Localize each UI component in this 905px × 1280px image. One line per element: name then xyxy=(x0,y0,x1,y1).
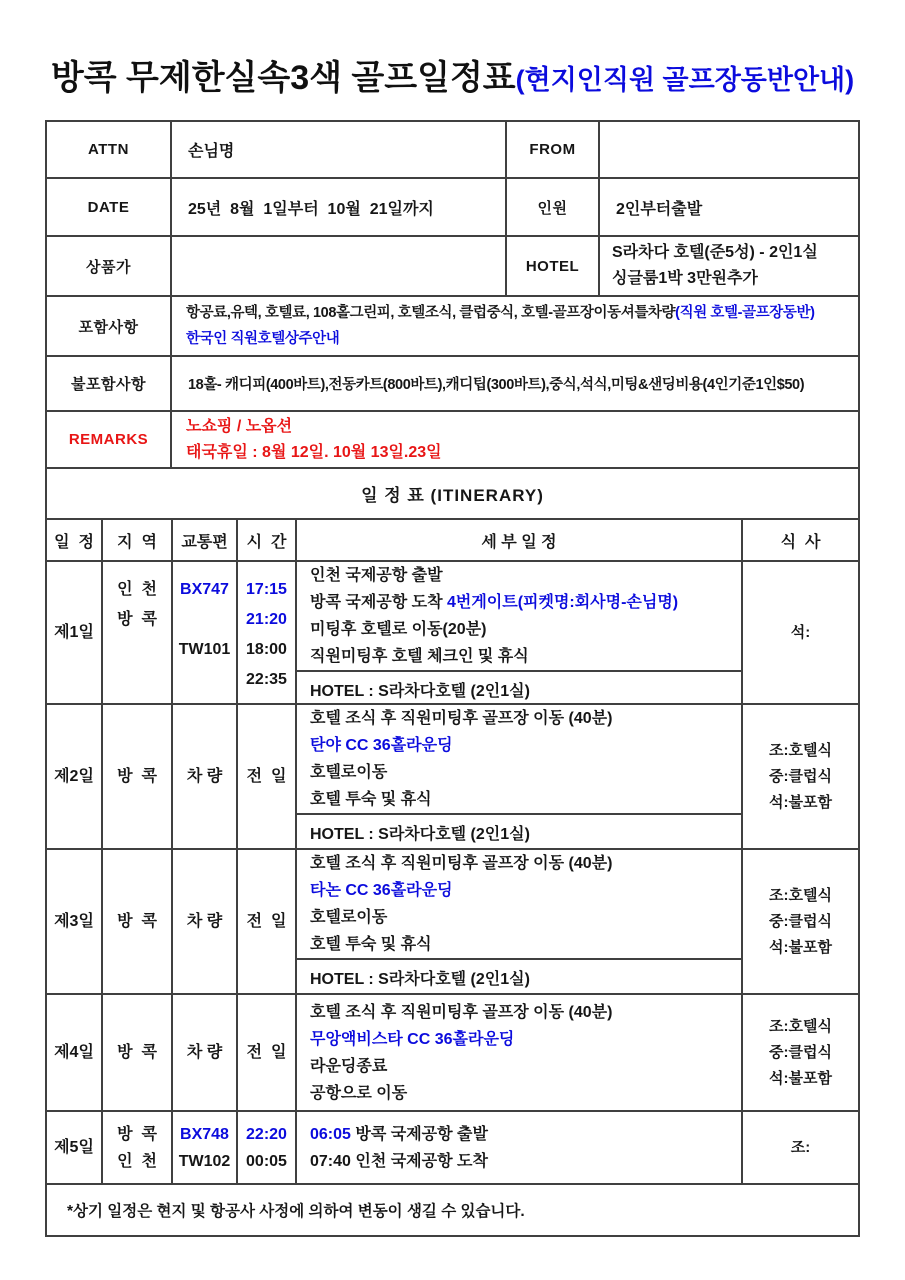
detail-line xyxy=(310,999,741,1026)
text-run: 호텔 조식 후 직원미팅후 골프장 이동 (40분) xyxy=(310,855,613,872)
title-main: 방콕 무제한실속3색 골프일정표 xyxy=(50,59,516,97)
text-run: 라운딩종료 xyxy=(310,1057,388,1075)
meal-line: 중:클럽식 xyxy=(769,1043,832,1061)
transport-cell xyxy=(173,995,238,1110)
day-label-line: 제4일 xyxy=(54,1044,94,1061)
detail-line xyxy=(310,759,741,786)
transport-cell-line: 차 량 xyxy=(186,768,223,785)
inclusions-value xyxy=(172,297,858,355)
row-inclusions xyxy=(47,297,858,357)
region-cell-line: 인 천 xyxy=(117,581,157,598)
meal-block xyxy=(791,620,811,646)
time-cell xyxy=(238,1112,297,1183)
time-cell-line: 00:05 xyxy=(246,1152,287,1170)
transport-cell-line: 차 량 xyxy=(186,913,223,930)
text-run: 호텔로이동 xyxy=(310,909,388,926)
meal-line: 조:호텔식 xyxy=(769,741,832,759)
time-cell-line: 전 일 xyxy=(246,1044,287,1061)
detail-line xyxy=(310,643,741,670)
meal-line: 석:불포함 xyxy=(769,938,832,956)
day-label-line: 제1일 xyxy=(54,624,94,641)
meal-block xyxy=(791,1135,811,1161)
text-run: 방콕 국제공항 도착 xyxy=(310,594,447,611)
row-date-pax xyxy=(47,179,858,237)
row-itinerary-headers xyxy=(47,520,858,562)
footer-note: *상기 일정은 현지 및 항공사 사정에 의하여 변동이 생길 수 있습니다. xyxy=(67,1203,525,1220)
day-label-line: 제3일 xyxy=(54,913,94,930)
row-remarks xyxy=(47,412,858,469)
row-attn-from xyxy=(47,122,858,179)
text-run: 무앙액비스타 CC 36홀라운딩 xyxy=(310,1030,515,1048)
time-cell-line: 21:20 xyxy=(246,611,287,628)
meal-line: 중:클럽식 xyxy=(769,767,832,785)
region-cell xyxy=(103,995,173,1110)
day-row xyxy=(47,995,858,1112)
detail-line xyxy=(310,705,741,732)
region-cell-line: 방 콕 xyxy=(117,768,157,785)
text-run: 호텔 조식 후 직원미팅후 골프장 이동 (40분) xyxy=(310,710,613,727)
row-itinerary-title xyxy=(47,469,858,520)
remarks-line2: 태국휴일 : 8월 12일. 10월 13일.23일 xyxy=(186,443,442,461)
text-run: 07:40 인천 국제공항 도착 xyxy=(310,1152,488,1170)
date-value: 25년 8월 1일부터 10월 21일까지 xyxy=(172,179,507,235)
meal-line: 조:호텔식 xyxy=(769,886,832,904)
time-cell-line: 18:00 xyxy=(246,641,287,658)
region-cell-line: 방 콕 xyxy=(117,611,157,628)
meals-cell xyxy=(743,705,858,848)
row-exclusions xyxy=(47,357,858,412)
day-label-line: 제5일 xyxy=(54,1139,94,1156)
meal-line: 석:불포함 xyxy=(769,793,832,811)
remarks-value xyxy=(172,412,858,467)
header-transport: 교통편 xyxy=(173,520,238,560)
row-footer-note xyxy=(47,1185,858,1235)
detail-line xyxy=(310,931,741,958)
day-label xyxy=(47,995,103,1110)
region-cell xyxy=(103,850,173,993)
detail-lines xyxy=(297,562,741,670)
date-label: DATE xyxy=(47,179,172,235)
meals-cell xyxy=(743,850,858,993)
meals-cell xyxy=(743,1112,858,1183)
day-label xyxy=(47,1112,103,1183)
pax-value: 2인부터출발 xyxy=(616,200,703,218)
hotel-label: HOTEL xyxy=(507,237,600,295)
header-meals: 식 사 xyxy=(780,533,821,551)
inclusions-blue-text: (직원 호텔-골프장동반) xyxy=(675,305,815,321)
time-cell-line: 22:20 xyxy=(246,1125,287,1143)
details-cell xyxy=(297,995,743,1110)
detail-line xyxy=(310,1148,741,1175)
text-run: 4번게이트(피켓명:회사명-손님명) xyxy=(446,594,679,611)
inclusions-line1 xyxy=(186,300,815,326)
transport-cell xyxy=(173,850,238,993)
detail-line xyxy=(310,562,741,589)
meal-line: 조:호텔식 xyxy=(769,1017,832,1035)
header-day: 일 정 xyxy=(47,520,103,560)
text-run: 호텔 투숙 및 휴식 xyxy=(310,791,432,808)
meal-block xyxy=(769,738,832,816)
day-label xyxy=(47,705,103,848)
time-cell-line: 22:35 xyxy=(246,671,287,688)
detail-line xyxy=(310,904,741,931)
transport-cell xyxy=(173,705,238,848)
hotel-line: HOTEL : S라차다호텔 (2인1실) xyxy=(297,958,741,993)
region-cell-line: 방 콕 xyxy=(117,913,157,930)
details-cell xyxy=(297,705,743,848)
detail-line xyxy=(310,589,741,616)
meals-cell xyxy=(743,995,858,1110)
meals-cell xyxy=(743,562,858,703)
itinerary-document-table xyxy=(45,120,860,1237)
day-row xyxy=(47,1112,858,1185)
text-run: 호텔로이동 xyxy=(310,764,388,781)
transport-cell-line: TW101 xyxy=(178,641,231,658)
hotel-line: HOTEL : S라차다호텔 (2인1실) xyxy=(297,813,741,848)
detail-line xyxy=(310,786,741,813)
itinerary-section-title: 일 정 표 (ITINERARY) xyxy=(361,486,544,505)
meal-line: 석: xyxy=(790,623,811,641)
day-label-line: 제2일 xyxy=(54,768,94,785)
detail-line xyxy=(310,616,741,643)
detail-line xyxy=(310,732,741,759)
time-cell-line: 전 일 xyxy=(246,768,287,785)
meal-block xyxy=(769,883,832,961)
remarks-line1: 노쇼핑 / 노옵션 xyxy=(186,417,293,435)
region-cell-line: 방 콕 xyxy=(117,1125,157,1143)
remarks-label: REMARKS xyxy=(47,412,172,467)
header-time: 시 간 xyxy=(238,520,297,560)
meal-line: 중:클럽식 xyxy=(769,912,832,930)
detail-lines xyxy=(297,705,741,813)
header-region: 지 역 xyxy=(103,520,173,560)
price-value xyxy=(172,237,507,295)
hotel-value xyxy=(600,237,858,295)
text-run: 직원미팅후 호텔 체크인 및 휴식 xyxy=(310,648,529,665)
detail-lines xyxy=(297,850,741,958)
time-cell xyxy=(238,850,297,993)
details-cell xyxy=(297,562,743,703)
hotel-value-line2: 싱글룸1박 3만원추가 xyxy=(612,270,758,287)
detail-line xyxy=(310,1121,741,1148)
region-cell xyxy=(103,562,173,703)
detail-line xyxy=(310,1026,741,1053)
pax-label: 인원 xyxy=(507,179,600,235)
text-run: 공항으로 이동 xyxy=(310,1084,408,1102)
detail-line xyxy=(310,850,741,877)
day-label xyxy=(47,562,103,703)
detail-lines xyxy=(297,995,741,1110)
detail-line xyxy=(310,1080,741,1107)
text-run: 호텔 투숙 및 휴식 xyxy=(310,936,432,953)
text-run: 호텔 조식 후 직원미팅후 골프장 이동 (40분) xyxy=(310,1003,613,1021)
transport-cell-line: BX747 xyxy=(180,581,229,598)
text-run: 타논 CC 36홀라운딩 xyxy=(310,882,453,899)
attn-label: ATTN xyxy=(47,122,172,177)
text-run: 미팅후 호텔로 이동(20분) xyxy=(310,621,487,638)
text-run: 06:05 xyxy=(310,1125,356,1143)
exclusions-value: 18홀- 캐디피(400바트),전동카트(800바트),캐디팁(300바트),중식,석식,미팅&샌딩비용(4인기준1인$50) xyxy=(188,377,805,393)
time-cell xyxy=(238,705,297,848)
title-sub: (현지인직원 골프장동반안내) xyxy=(515,65,855,95)
header-details: 세 부 일 정 xyxy=(297,520,743,560)
details-cell xyxy=(297,850,743,993)
detail-lines xyxy=(297,1112,741,1183)
document-title xyxy=(0,50,905,99)
day-row xyxy=(47,562,858,705)
meal-line: 석:불포함 xyxy=(769,1069,832,1087)
detail-line xyxy=(310,877,741,904)
transport-cell-line: 차 량 xyxy=(186,1044,223,1061)
time-cell xyxy=(238,995,297,1110)
meal-line: 조: xyxy=(790,1138,811,1156)
inclusions-black-text: 항공료,유텍, 호텔료, 108홀그린피, 호텔조식, 클럽중식, 호텔-골프장이동셔틀차량 xyxy=(186,305,676,321)
transport-cell xyxy=(173,562,238,703)
region-cell xyxy=(103,1112,173,1183)
from-label: FROM xyxy=(507,122,600,177)
day-row xyxy=(47,705,858,850)
inclusions-line2: 한국인 직원호텔상주안내 xyxy=(186,331,340,347)
day-label xyxy=(47,850,103,993)
detail-line xyxy=(310,1053,741,1080)
time-cell-line: 전 일 xyxy=(246,913,287,930)
time-cell-line: 17:15 xyxy=(246,581,287,598)
region-cell-line: 인 천 xyxy=(117,1152,157,1170)
region-cell xyxy=(103,705,173,848)
text-run: 인천 국제공항 출발 xyxy=(310,567,443,584)
text-run: 방콕 국제공항 출발 xyxy=(355,1125,488,1143)
attn-value: 손님명 xyxy=(172,122,507,177)
hotel-line: HOTEL : S라차다호텔 (2인1실) xyxy=(297,670,741,703)
transport-cell xyxy=(173,1112,238,1183)
inclusions-label: 포함사항 xyxy=(47,297,172,355)
day-row xyxy=(47,850,858,995)
region-cell-line: 방 콕 xyxy=(117,1044,157,1061)
from-value xyxy=(600,122,858,177)
price-label: 상품가 xyxy=(47,237,172,295)
meal-block xyxy=(769,1014,832,1092)
transport-cell-line: TW102 xyxy=(178,1152,231,1170)
exclusions-label: 불포함사항 xyxy=(47,357,172,410)
details-cell xyxy=(297,1112,743,1183)
hotel-value-line1: S라차다 호텔(준5성) - 2인1실 xyxy=(612,244,818,261)
time-cell xyxy=(238,562,297,703)
text-run: 탄야 CC 36홀라운딩 xyxy=(310,737,453,754)
transport-cell-line: BX748 xyxy=(180,1125,229,1143)
row-price-hotel xyxy=(47,237,858,297)
